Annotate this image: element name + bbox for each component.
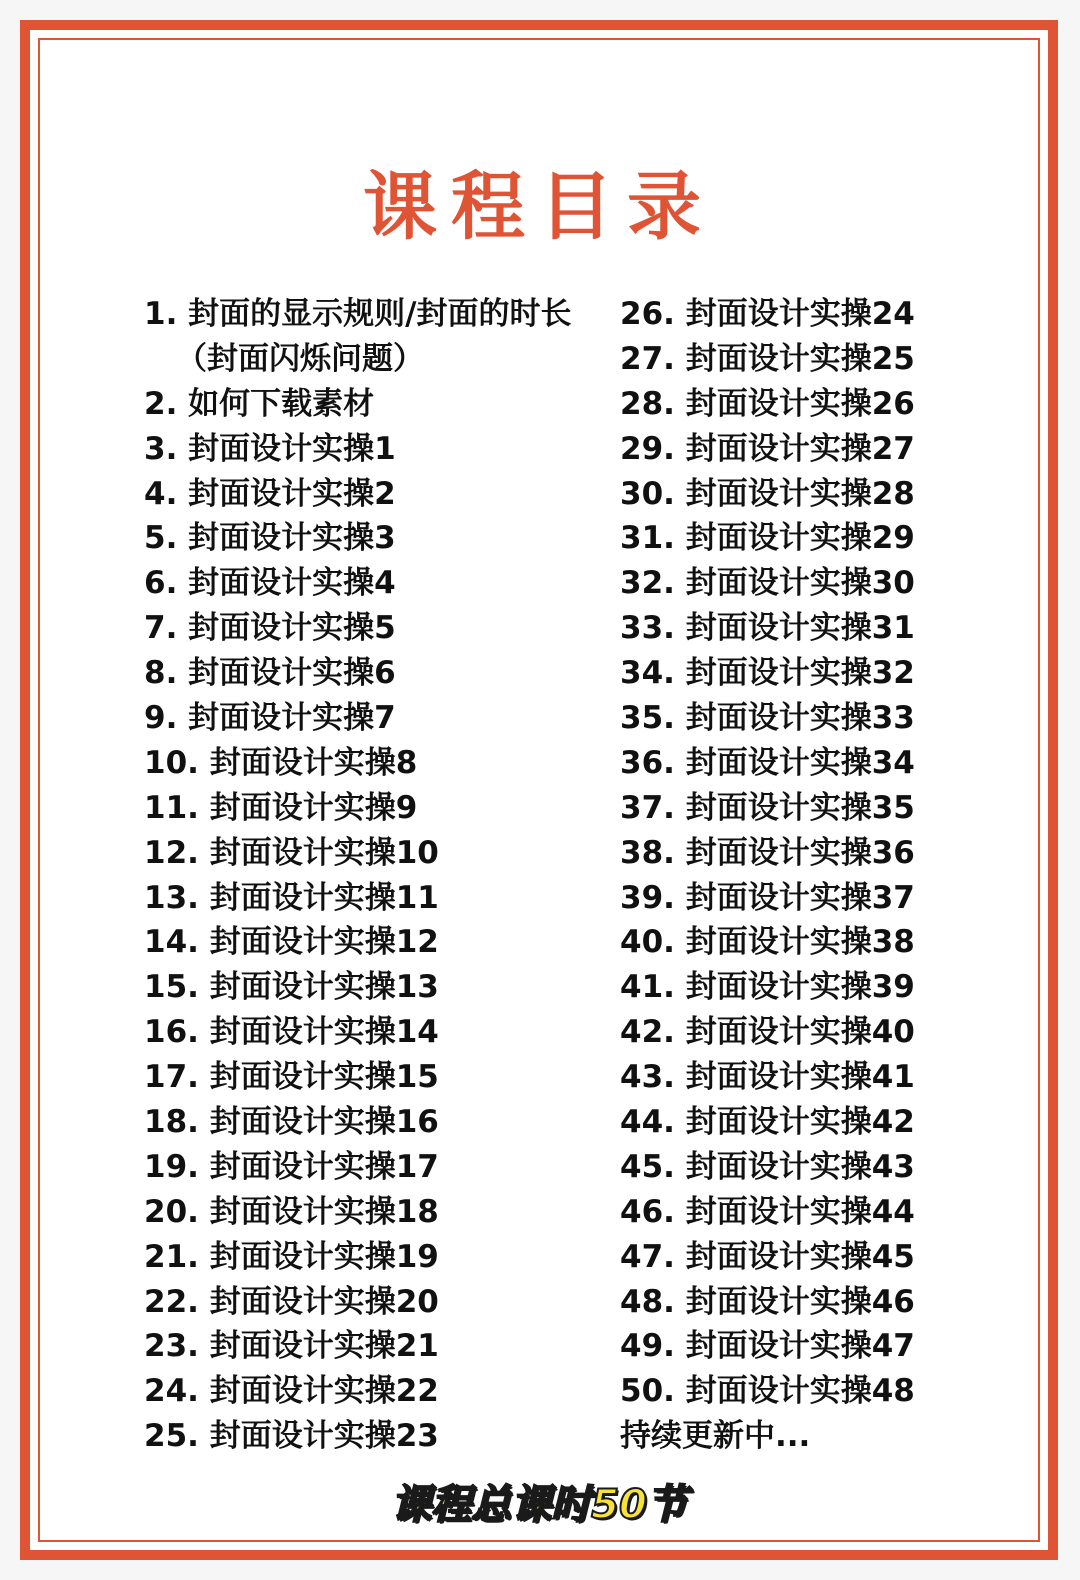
list-item: 6. 封面设计实操4: [144, 565, 396, 602]
list-item-subtitle: （封面闪烁问题）: [176, 340, 424, 377]
list-item: 37. 封面设计实操35: [620, 789, 915, 826]
list-item: 12. 封面设计实操10: [144, 834, 439, 871]
list-item: 39. 封面设计实操37: [620, 879, 915, 916]
list-item: 7. 封面设计实操5: [144, 610, 396, 647]
list-item: 2. 如何下载素材: [144, 385, 375, 422]
list-item: 44. 封面设计实操42: [620, 1104, 915, 1141]
list-item: 15. 封面设计实操13: [144, 969, 439, 1006]
list-item: 41. 封面设计实操39: [620, 969, 915, 1006]
list-item: 14. 封面设计实操12: [144, 924, 439, 961]
list-item: 24. 封面设计实操22: [144, 1373, 439, 1410]
list-item: 13. 封面设计实操11: [144, 879, 439, 916]
list-item: 29. 封面设计实操27: [620, 430, 915, 467]
list-item: 8. 封面设计实操6: [144, 655, 396, 692]
list-item: 43. 封面设计实操41: [620, 1059, 915, 1096]
list-item: 47. 封面设计实操45: [620, 1238, 915, 1275]
list-item: 9. 封面设计实操7: [144, 700, 396, 737]
list-item: 1. 封面的显示规则/封面的时长: [144, 296, 572, 332]
list-item: 5. 封面设计实操3: [144, 520, 396, 557]
list-item: 42. 封面设计实操40: [620, 1014, 915, 1051]
list-item: 40. 封面设计实操38: [620, 924, 915, 961]
list-item: 36. 封面设计实操34: [620, 744, 915, 781]
list-item: 34. 封面设计实操32: [620, 655, 915, 692]
list-item: 19. 封面设计实操17: [144, 1148, 439, 1185]
list-item: 45. 封面设计实操43: [620, 1148, 915, 1185]
list-item: 33. 封面设计实操31: [620, 610, 915, 647]
list-item: 10. 封面设计实操8: [144, 744, 418, 781]
list-item: 49. 封面设计实操47: [620, 1328, 915, 1365]
course-poster: [20, 20, 1058, 1560]
list-item: 30. 封面设计实操28: [620, 475, 915, 512]
list-item: 26. 封面设计实操24: [620, 296, 915, 332]
left-column: [144, 292, 604, 1459]
list-item: 25. 封面设计实操23: [144, 1418, 439, 1455]
list-item: 20. 封面设计实操18: [144, 1193, 439, 1230]
right-column: [620, 292, 1040, 1459]
list-item: 28. 封面设计实操26: [620, 385, 915, 422]
list-item: 4. 封面设计实操2: [144, 475, 396, 512]
update-status-text: 持续更新中...: [620, 1418, 811, 1455]
list-item: 17. 封面设计实操15: [144, 1059, 439, 1096]
list-item: 50. 封面设计实操48: [620, 1373, 915, 1410]
list-item: 46. 封面设计实操44: [620, 1193, 915, 1230]
list-item: 35. 封面设计实操33: [620, 700, 915, 737]
list-item: 11. 封面设计实操9: [144, 789, 418, 826]
page-title: 课程目录: [363, 164, 715, 250]
list-item: 22. 封面设计实操20: [144, 1283, 439, 1320]
list-item: 32. 封面设计实操30: [620, 565, 915, 602]
list-item: 3. 封面设计实操1: [144, 430, 396, 467]
list-item: 16. 封面设计实操14: [144, 1014, 439, 1051]
list-item: 38. 封面设计实操36: [620, 834, 915, 871]
list-item: 48. 封面设计实操46: [620, 1283, 915, 1320]
total-lessons-banner: 课程总课时50节: [391, 1482, 687, 1528]
list-item: 27. 封面设计实操25: [620, 340, 915, 377]
list-item: 31. 封面设计实操29: [620, 520, 915, 557]
list-item: 23. 封面设计实操21: [144, 1328, 439, 1365]
list-item: 21. 封面设计实操19: [144, 1238, 439, 1275]
list-item: 18. 封面设计实操16: [144, 1104, 439, 1141]
